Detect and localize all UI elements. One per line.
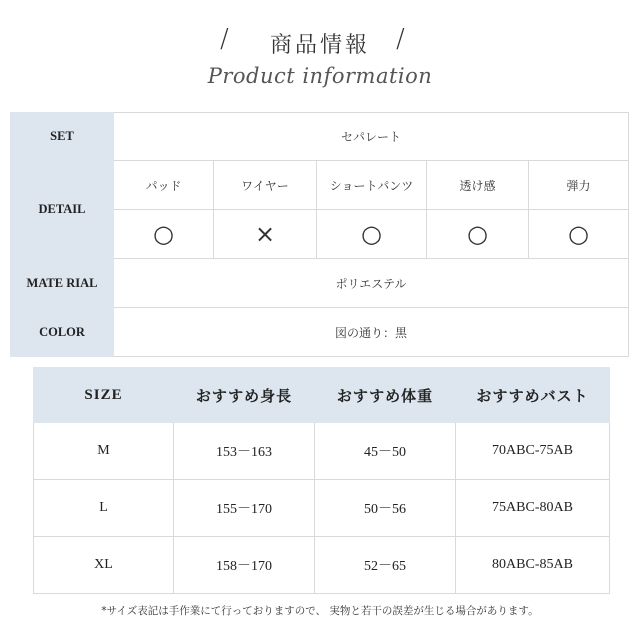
material-label: MATE RIAL [11,259,114,308]
size-row [34,480,610,537]
size-cell: XL [34,537,174,594]
title-slash-left: / [220,24,229,54]
title-block [0,24,640,64]
size-cell: L [34,480,174,537]
detail-name-pad: パッド [114,161,214,210]
set-label: SET [11,113,114,161]
size-header-weight: おすすめ体重 [315,368,456,423]
bust-cell: 70ABC-75AB [456,423,610,480]
size-header-bust: おすすめバスト [456,368,610,423]
detail-mark-shorts [317,210,427,259]
material-value: ポリエステル [114,259,629,308]
height-cell: 158－170 [174,537,315,594]
page-subtitle: Product information [207,64,433,88]
detail-name-wire: ワイヤー [214,161,317,210]
detail-name-shorts: ショートパンツ [317,161,427,210]
size-row [34,423,610,480]
info-row-material [11,259,629,308]
size-disclaimer-note: *サイズ表記は手作業にて行っておりますので、 実物と若干の誤差が生じる場合があります。 [101,605,539,617]
detail-name-stretch: 弾力 [529,161,629,210]
color-label: COLOR [11,308,114,357]
detail-mark-stretch [529,210,629,259]
circle-mark-icon: ○ [361,220,382,248]
detail-mark-wire [214,210,317,259]
info-row-set [11,113,629,161]
height-cell: 153－163 [174,423,315,480]
bust-cell: 75ABC-80AB [456,480,610,537]
product-info-table [10,112,629,357]
circle-mark-icon: ○ [467,220,488,248]
height-cell: 155－170 [174,480,315,537]
size-table [33,367,610,594]
info-row-detail-names [11,161,629,210]
page-title: 商品情報 [269,33,370,58]
title-slash-right: / [396,24,405,54]
circle-mark-icon: ○ [568,220,589,248]
info-row-color [11,308,629,357]
circle-mark-icon: ○ [153,220,174,248]
detail-name-sheer: 透け感 [427,161,529,210]
weight-cell: 52－65 [315,537,456,594]
size-header-height: おすすめ身長 [174,368,315,423]
weight-cell: 50－56 [315,480,456,537]
bust-cell: 80ABC-85AB [456,537,610,594]
cross-mark-icon: × [254,220,276,248]
size-row [34,537,610,594]
weight-cell: 45－50 [315,423,456,480]
size-table-header [34,368,610,423]
detail-mark-sheer [427,210,529,259]
size-header-size: SIZE [34,368,174,423]
size-cell: M [34,423,174,480]
detail-label: DETAIL [11,161,114,259]
color-value: 図の通り：黒 [114,308,629,357]
set-value: セパレート [114,113,629,161]
detail-mark-pad [114,210,214,259]
